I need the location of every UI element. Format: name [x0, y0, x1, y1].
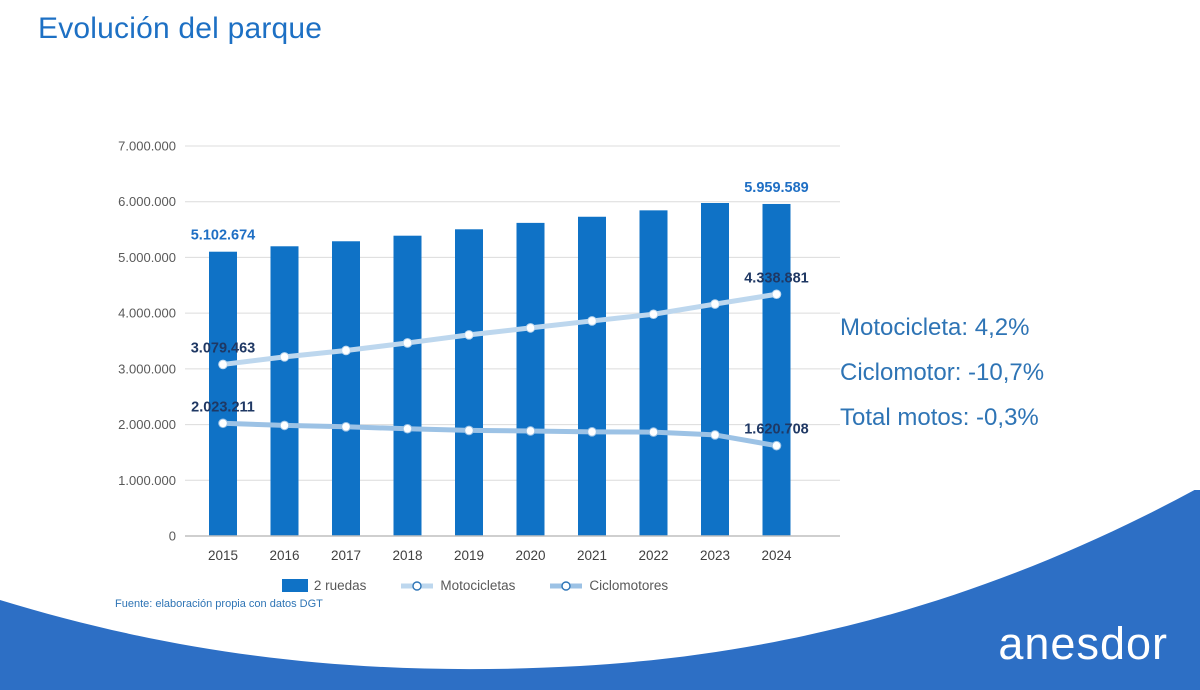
annotation-motorcycle: Motocicleta: 4,2%: [840, 314, 1030, 341]
source-note: Fuente: elaboración propia con datos DGT: [115, 598, 323, 610]
svg-text:1.620.708: 1.620.708: [744, 421, 809, 438]
annotation-total: Total motos: -0,3%: [840, 404, 1039, 431]
svg-text:2019: 2019: [453, 548, 485, 563]
annotation-moped: Ciclomotor: -10,7%: [840, 359, 1045, 386]
svg-text:4.000.000: 4.000.000: [118, 305, 176, 321]
svg-text:0: 0: [168, 528, 176, 544]
svg-text:5.959.589: 5.959.589: [744, 179, 809, 196]
legend-label: 2 ruedas: [313, 578, 367, 593]
svg-text:3.000.000: 3.000.000: [118, 361, 176, 377]
anesdor-logo: anesdor: [998, 618, 1168, 669]
growth-annotations: [840, 305, 1200, 440]
svg-text:2016: 2016: [269, 548, 300, 563]
svg-text:2015: 2015: [207, 548, 239, 563]
page-title: Evolución del parque: [38, 12, 323, 45]
svg-text:2.023.211: 2.023.211: [191, 399, 255, 416]
svg-text:2018: 2018: [392, 548, 423, 563]
svg-text:4.338.881: 4.338.881: [744, 270, 809, 287]
legend-label: Motocicletas: [440, 578, 516, 593]
svg-text:7.000.000: 7.000.000: [118, 138, 176, 154]
svg-text:3.079.463: 3.079.463: [190, 340, 256, 357]
svg-text:6.000.000: 6.000.000: [118, 194, 176, 210]
legend-label: Ciclomotores: [589, 578, 669, 593]
svg-text:2017: 2017: [330, 548, 362, 563]
svg-text:1.000.000: 1.000.000: [118, 472, 176, 488]
svg-text:5.000.000: 5.000.000: [118, 249, 176, 265]
svg-text:2021: 2021: [576, 548, 608, 563]
svg-text:2023: 2023: [699, 548, 731, 563]
svg-text:2020: 2020: [515, 548, 546, 563]
svg-text:2.000.000: 2.000.000: [118, 417, 176, 433]
svg-text:5.102.674: 5.102.674: [190, 227, 256, 244]
svg-text:2022: 2022: [638, 548, 669, 563]
svg-text:2024: 2024: [761, 548, 792, 563]
